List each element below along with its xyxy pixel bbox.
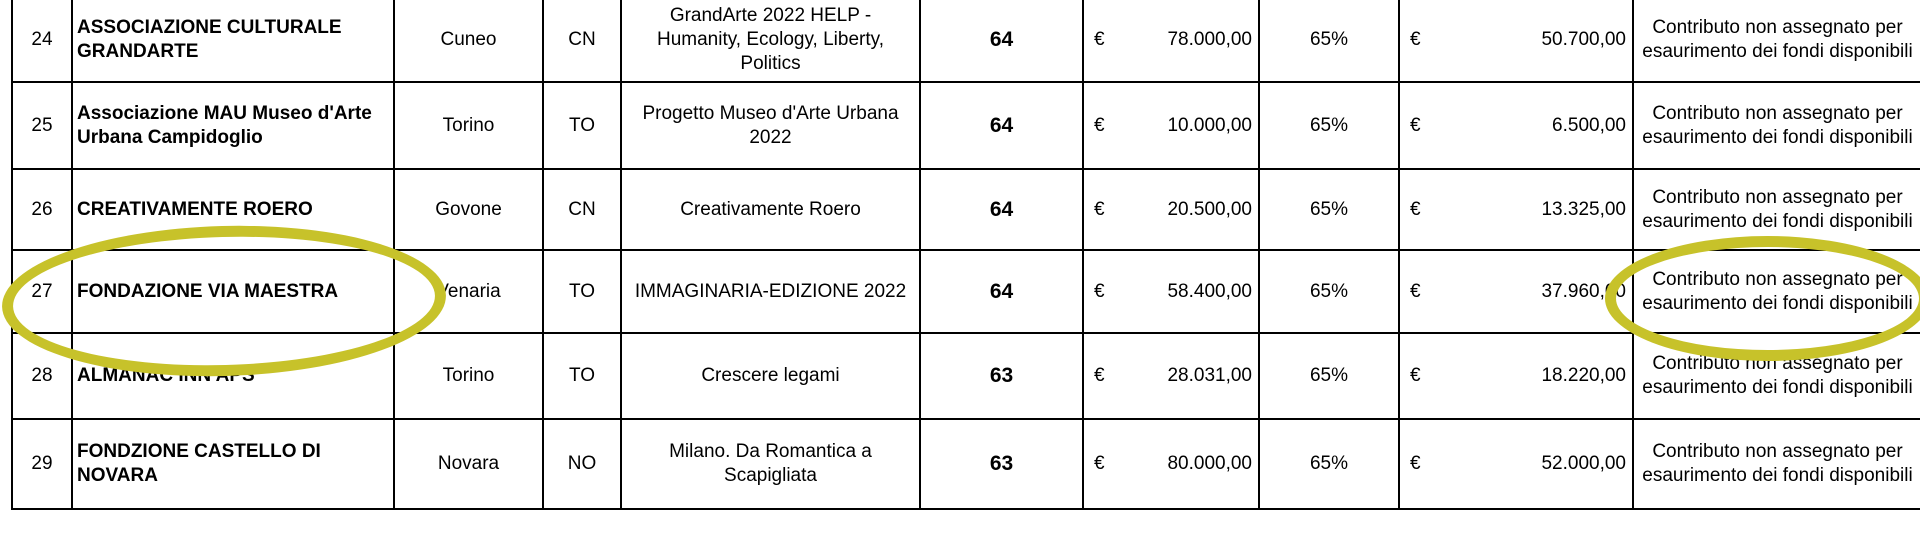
table-row [12, 333, 1920, 419]
contribution-cell [1399, 250, 1633, 333]
row-number: 27 [12, 250, 72, 333]
contribution-cell [1399, 82, 1633, 169]
contribution-cell [1399, 419, 1633, 509]
percentage: 65% [1259, 250, 1399, 333]
table-body [12, 0, 1920, 509]
currency-symbol: € [1094, 365, 1105, 386]
applicant-name: CREATIVAMENTE ROERO [72, 169, 394, 250]
requested-amount: 78.000,00 [1167, 28, 1252, 50]
score: 64 [920, 0, 1083, 82]
status-note: Contributo non assegnato per esaurimento dei fondi disponibili [1633, 169, 1920, 250]
row-number: 26 [12, 169, 72, 250]
requested-amount: 10.000,00 [1167, 114, 1252, 136]
row-number: 24 [12, 0, 72, 82]
row-number: 28 [12, 333, 72, 419]
province: TO [543, 333, 621, 419]
province: TO [543, 250, 621, 333]
row-number: 25 [12, 82, 72, 169]
status-note: Contributo non assegnato per esaurimento dei fondi disponibili [1633, 333, 1920, 419]
currency-symbol: € [1410, 114, 1421, 136]
percentage: 65% [1259, 169, 1399, 250]
project-title: Progetto Museo d'Arte Urbana 2022 [621, 82, 920, 169]
city: Venaria [394, 250, 543, 333]
requested-amount-cell [1083, 250, 1259, 333]
contribution-cell [1399, 333, 1633, 419]
table-row [12, 169, 1920, 250]
score: 63 [920, 333, 1083, 419]
project-title: IMMAGINARIA-EDIZIONE 2022 [621, 250, 920, 333]
city: Cuneo [394, 0, 543, 82]
score: 64 [920, 82, 1083, 169]
table-row [12, 82, 1920, 169]
currency-symbol: € [1094, 114, 1105, 136]
row-number: 29 [12, 419, 72, 509]
percentage: 65% [1259, 419, 1399, 509]
percentage: 65% [1259, 0, 1399, 82]
contribution-amount: 18.220,00 [1541, 365, 1626, 386]
city: Novara [394, 419, 543, 509]
contribution-cell [1399, 0, 1633, 82]
currency-symbol: € [1410, 453, 1421, 474]
applicant-name: FONDAZIONE VIA MAESTRA [72, 250, 394, 333]
currency-symbol: € [1094, 453, 1105, 474]
score: 64 [920, 250, 1083, 333]
applicant-name: ASSOCIAZIONE CULTURALE GRANDARTE [72, 0, 394, 82]
requested-amount: 80.000,00 [1167, 453, 1252, 474]
currency-symbol: € [1094, 198, 1105, 220]
contribution-amount: 50.700,00 [1541, 28, 1626, 50]
applicant-name: Associazione MAU Museo d'Arte Urbana Campidoglio [72, 82, 394, 169]
status-note: Contributo non assegnato per esaurimento dei fondi disponibili [1633, 82, 1920, 169]
contribution-amount: 52.000,00 [1541, 453, 1626, 474]
score: 64 [920, 169, 1083, 250]
status-note: Contributo non assegnato per esaurimento dei fondi disponibili [1633, 250, 1920, 333]
requested-amount: 58.400,00 [1167, 280, 1252, 302]
city: Torino [394, 82, 543, 169]
province: CN [543, 169, 621, 250]
currency-symbol: € [1410, 198, 1421, 220]
requested-amount: 20.500,00 [1167, 198, 1252, 220]
project-title: Crescere legami [621, 333, 920, 419]
percentage: 65% [1259, 82, 1399, 169]
province: TO [543, 82, 621, 169]
applicant-name: FONDZIONE CASTELLO DI NOVARA [72, 419, 394, 509]
table-row [12, 0, 1920, 82]
project-title: Milano. Da Romantica a Scapigliata [621, 419, 920, 509]
table-row [12, 419, 1920, 509]
contribution-amount: 6.500,00 [1552, 114, 1626, 136]
requested-amount-cell [1083, 82, 1259, 169]
requested-amount-cell [1083, 419, 1259, 509]
requested-amount-cell [1083, 333, 1259, 419]
requested-amount: 28.031,00 [1167, 365, 1252, 386]
funding-table [11, 0, 1920, 510]
requested-amount-cell [1083, 0, 1259, 82]
project-title: GrandArte 2022 HELP - Humanity, Ecology, Liberty, Politics [621, 0, 920, 82]
currency-symbol: € [1410, 280, 1421, 302]
contribution-amount: 37.960,00 [1541, 280, 1626, 302]
applicant-name: ALMANAC INN APS [72, 333, 394, 419]
currency-symbol: € [1094, 280, 1105, 302]
city: Torino [394, 333, 543, 419]
score: 63 [920, 419, 1083, 509]
table-row [12, 250, 1920, 333]
percentage: 65% [1259, 333, 1399, 419]
project-title: Creativamente Roero [621, 169, 920, 250]
province: CN [543, 0, 621, 82]
currency-symbol: € [1094, 28, 1105, 50]
province: NO [543, 419, 621, 509]
contribution-amount: 13.325,00 [1541, 198, 1626, 220]
status-note: Contributo non assegnato per esaurimento dei fondi disponibili [1633, 419, 1920, 509]
requested-amount-cell [1083, 169, 1259, 250]
currency-symbol: € [1410, 28, 1421, 50]
currency-symbol: € [1410, 365, 1421, 386]
city: Govone [394, 169, 543, 250]
contribution-cell [1399, 169, 1633, 250]
status-note: Contributo non assegnato per esaurimento dei fondi disponibili [1633, 0, 1920, 82]
